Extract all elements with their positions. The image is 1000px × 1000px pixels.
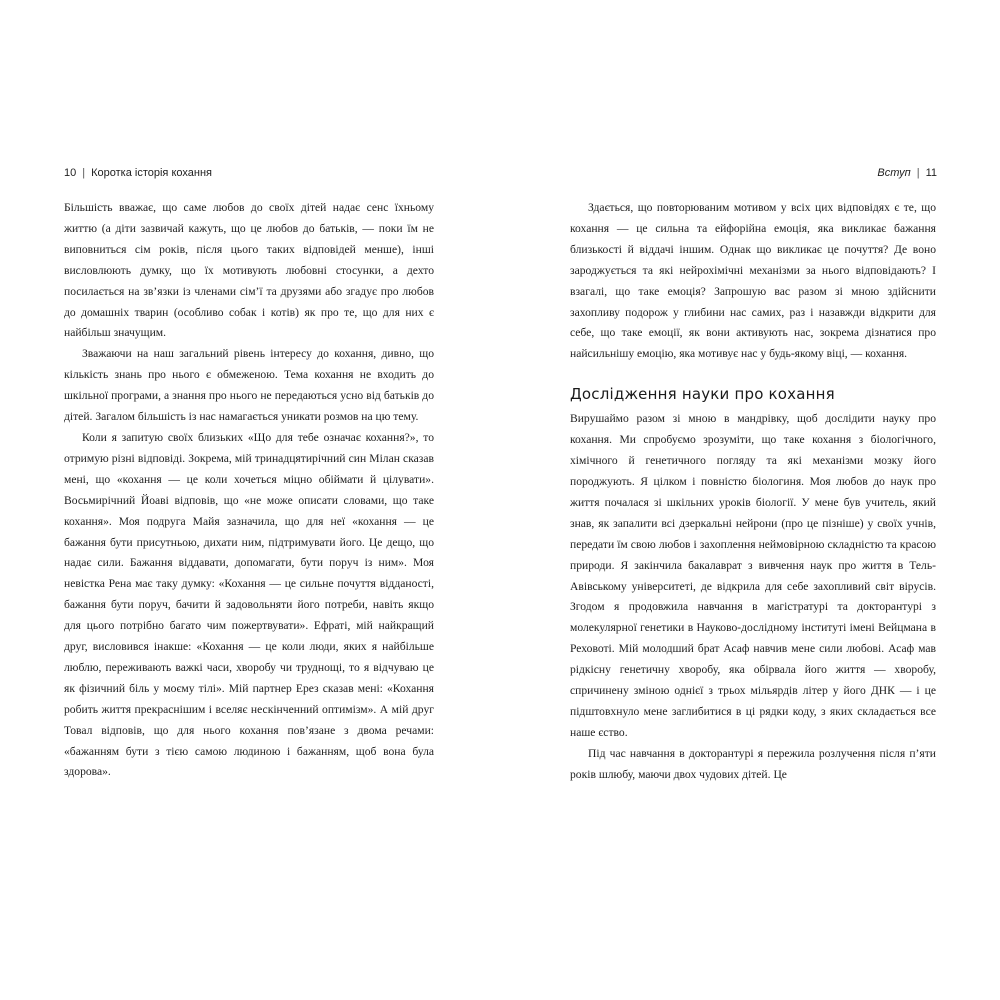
paragraph: Коли я запитую своїх близьких «Що для тебе означає кохання?», то отримую різні відповіді. Зокрема, мій тринадцятирічний син Мілан сказав мені, що «кохання — це коли хочеться міцно обіймати й цілувати». Восьмирічний Йоаві відповів, що «не може описати словами, що таке кохання». Моя подруга Майя зазначила, що для неї «кохання — це бажання бути присутньою, дихати ним, підтримувати його. Це дещо, що надає сили. Бажання віддавати, допомагати, бути поруч із ним». Моя невістка Рена має таку думку: «Кохання — це сильне почуття відданості, бажання бути поруч, бачити й задовольняти його потреби, навіть якщо для цього потрібно багато чим пожертвувати». Ефраті, мій найкращий друг, висловився інакше: «Кохання — це коли люди, яких я найбільше люблю, переживають важкі часи, хворобу чи труднощі, то я відчуваю це як фізичний біль у моєму тілі». Мій партнер Ерез сказав мені: «Кохання робить життя прекраснішим і вселяє нескінченний оптимізм». А мій друг Товал відповів, що для нього кохання пов’язане з двома речами: «бажанням бути з тією самою людиною і бажанням, щоб вона була здорова». — [64, 430, 434, 779]
separator: | — [916, 167, 920, 179]
right-running-head — [877, 166, 937, 180]
left-running-head — [64, 166, 212, 180]
page-number: 11 — [925, 167, 937, 179]
section-heading: Дослідження науки про кохання — [570, 385, 835, 404]
running-title: Вступ — [877, 167, 911, 179]
right-body-text — [570, 198, 936, 786]
paragraph: Більшість вважає, що саме любов до своїх дітей надає сенс їхньому життю (а діти зазвичай кажуть, що це любов до батьків, — поки їм не виповниться сім років, після цього таких відповідей менше), інші висловлюють думку, що їх мотивують любовні стосунки, а дехто посилається на зв’язки із членами сім’ї та друзями або згадує про любов до домашніх тварин (особливо собак і котів) як про те, що для них є найбільш значущим. — [64, 201, 434, 340]
paragraph: Зважаючи на наш загальний рівень інтересу до кохання, дивно, що кількість знань про нього є обмеженою. Тема кохання не входить до шкільної програми, а знання про нього не передаються усно від батьків до дітей. Загалом більшість із нас намагається уникати розмов на цю тему. — [64, 347, 434, 424]
separator: | — [82, 167, 86, 179]
paragraph: Вирушаймо разом зі мною в мандрівку, щоб дослідити науку про кохання. Ми спробуємо зрозуміти, що таке кохання з біологічного, хімічного й генетичного погляду та які механізми мозку його породжують. Я цілком і повністю біологиня. Моя любов до наук про життя почалася зі шкільних уроків біології. У мене був учитель, який знав, як запалити всі дзеркальні нейрони (про це пізніше) у своїх учнів, передати їм свою любов і захоплення неймовірною складністю та красою природи. Я закінчила бакалаврат з вивчення наук про життя в Тель-Авівському університеті, де відкрила для себе захопливий світ вірусів. Згодом я продовжила навчання в магістратурі та докторантурі з молекулярної генетики в Науково-дослідному інституті імені Вейцмана в Реховоті. Мій молодший брат Асаф навчив мене сили любові. Асаф мав рідкісну генетичну хворобу, яка обірвала його життя — хворобу, спричинену зміною однієї з трьох мільярдів літер у його ДНК — і це підштовхнуло мене заглибитися в ці рядки коду, з яких складається все наше єство. — [570, 412, 936, 739]
paragraph: Здається, що повторюваним мотивом у всіх цих відповідях є те, що кохання — це сильна та ейфорійна емоція, яка викликає бажання близькості й віддачі іншим. Однак що викликає це почуття? Де воно зароджується та які нейрохімічні механізми за нього відповідають? І взагалі, що таке емоція? Запрошую вас разом зі мною здійснити захопливу подорож у глибини нас самих, раз і назавжди відкрити для себе, що таке емоції, як вони активують нас, зокрема дізнатися про найсильнішу емоцію, яка мотивує нас у будь-якому віці, — кохання. — [570, 201, 936, 361]
left-body-text — [64, 198, 434, 783]
page-number: 10 — [64, 167, 77, 179]
running-title: Коротка історія кохання — [91, 167, 212, 179]
right-page — [500, 0, 1000, 1000]
paragraph: Під час навчання в докторантурі я пережила розлучення після п’яти років шлюбу, маючи двох чудових дітей. Це — [570, 746, 936, 781]
